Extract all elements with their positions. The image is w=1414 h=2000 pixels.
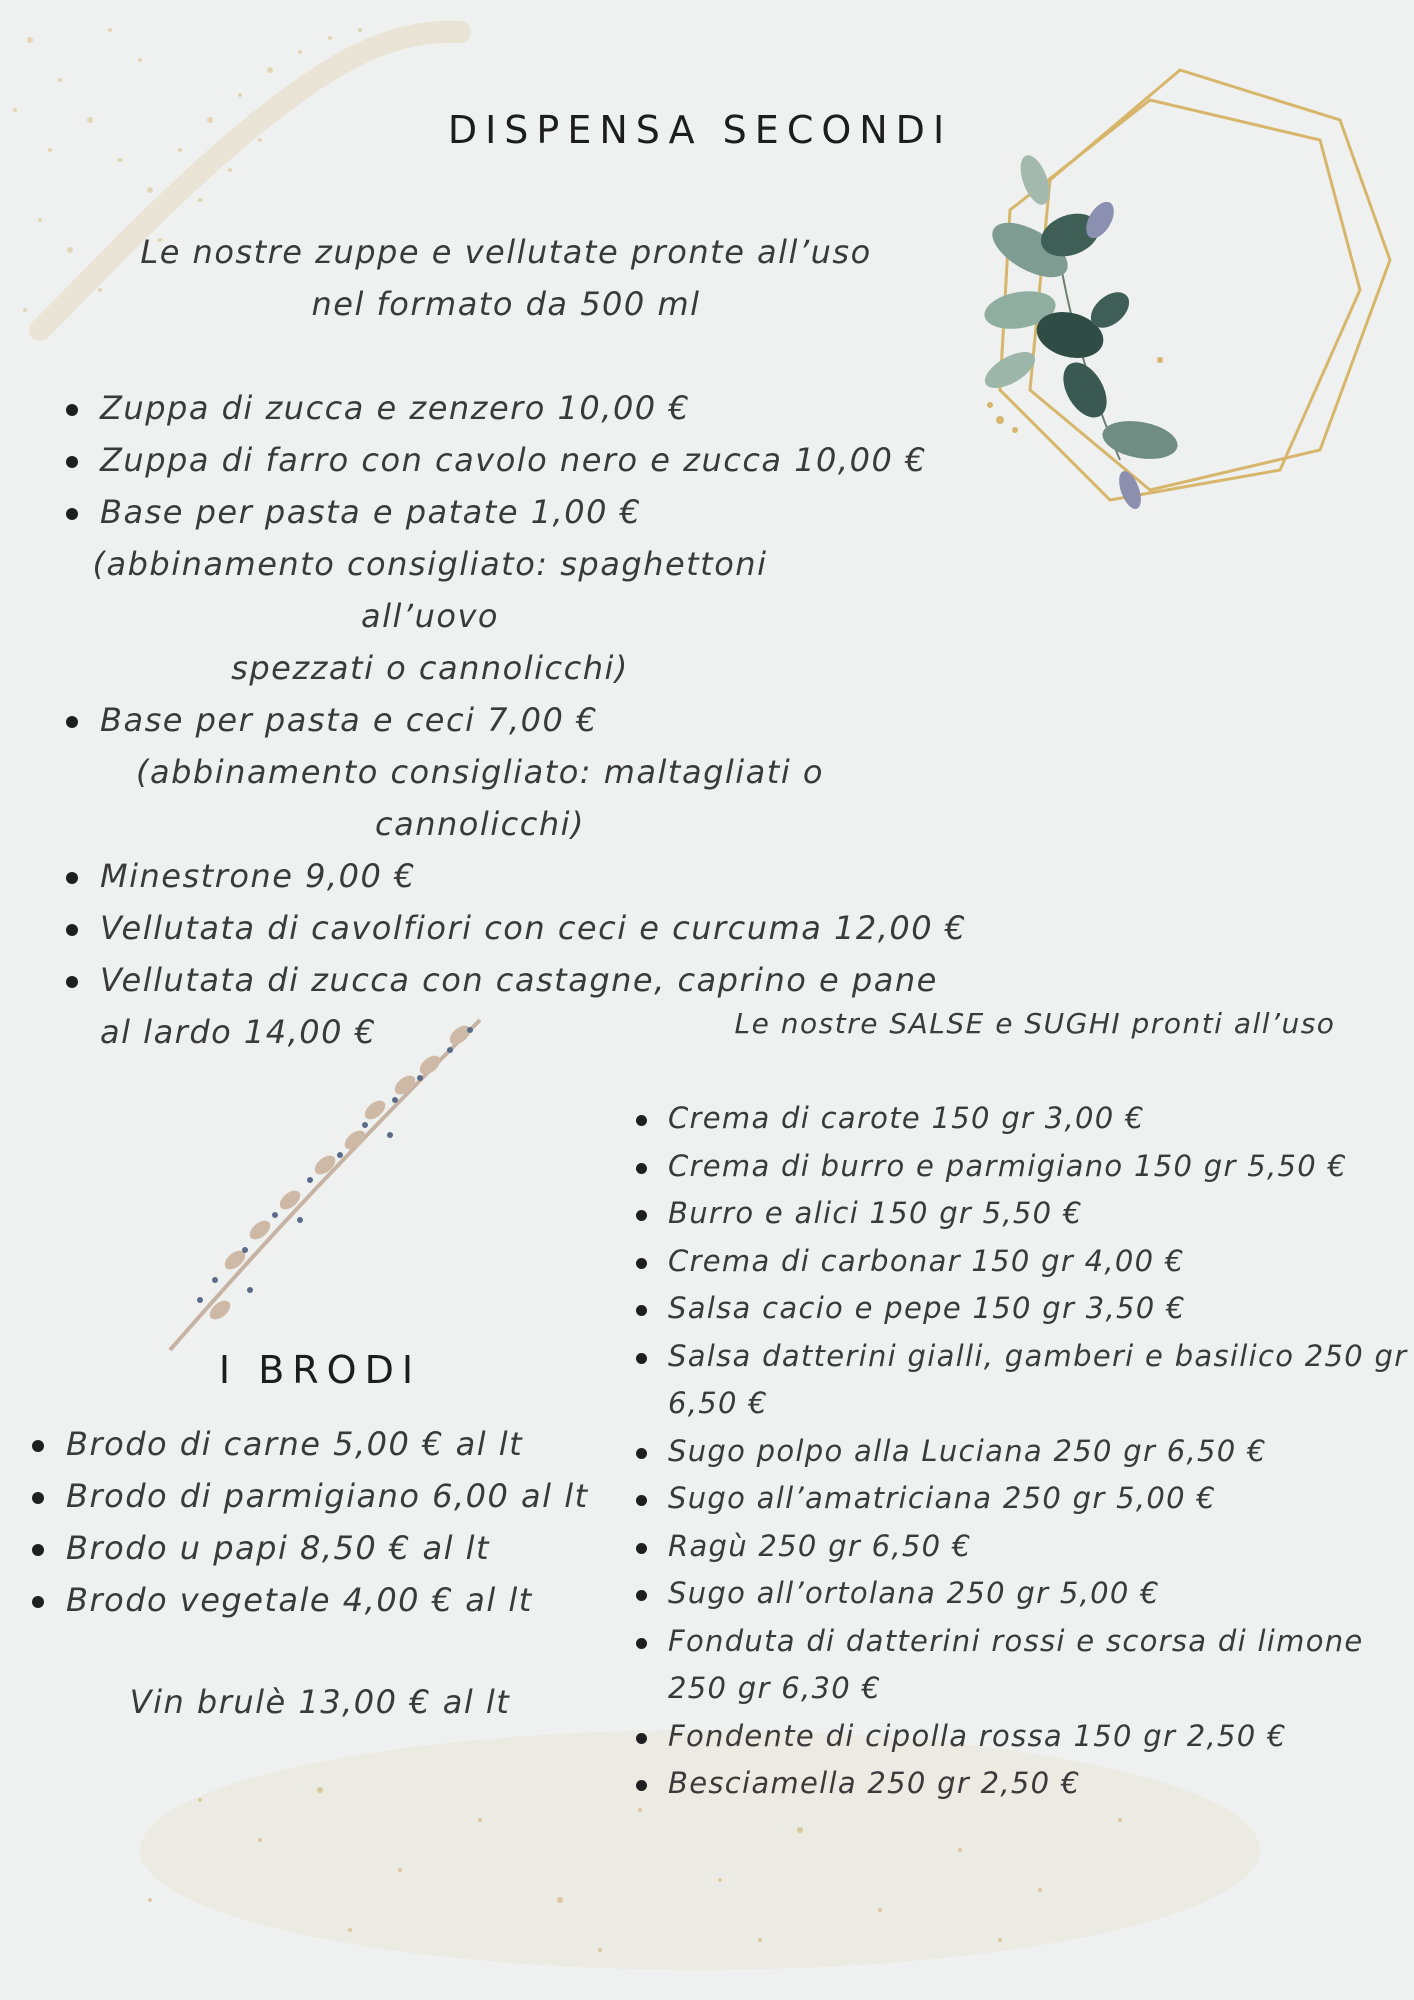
bullet-icon [636,1780,647,1791]
bullet-icon [66,716,78,728]
bullet-icon [636,1210,647,1221]
list-item: Besciamella 250 gr 2,50 € [668,1760,1408,1808]
list-item: Base per pasta e ceci 7,00 € (abbinamento consigliato: maltagliati o cannolicchi) [100,694,1000,850]
list-item: Brodo di parmigiano 6,00 al lt [66,1470,666,1522]
bullet-icon [636,1163,647,1174]
list-item: Zuppa di zucca e zenzero 10,00 € [100,382,1000,434]
list-item: Brodo di carne 5,00 € al lt [66,1418,666,1470]
sauces-list [668,1095,1408,1808]
list-item: Brodo vegetale 4,00 € al lt [66,1574,666,1626]
bullet-icon [66,456,78,468]
bullet-icon [32,1492,44,1504]
list-item: Salsa cacio e pepe 150 gr 3,50 € [668,1285,1408,1333]
list-item: Base per pasta e patate 1,00 € (abbinamento consigliato: spaghettoni all’uovo spezzati o cannolicchi) [100,486,1000,694]
bullet-icon [32,1596,44,1608]
list-item: Minestrone 9,00 € [100,850,1000,902]
list-item: Ragù 250 gr 6,50 € [668,1523,1408,1571]
soups-intro-line1: Le nostre zuppe e vellutate pronte all’uso [140,233,872,271]
bullet-icon [66,976,78,988]
vin-brule-item: Vin brulè 13,00 € al lt [129,1683,511,1721]
list-item: Fondente di cipolla rossa 150 gr 2,50 € [668,1713,1408,1761]
list-item: Crema di burro e parmigiano 150 gr 5,50 € [668,1143,1408,1191]
bullet-icon [66,508,78,520]
soups-list [92,382,1000,1058]
list-item: Sugo all’amatriciana 250 gr 5,00 € [668,1475,1408,1523]
pairing-note: (abbinamento consigliato: spaghettoni all’uovo spezzati o cannolicchi) [92,545,768,687]
list-item: Vellutata di zucca con castagne, caprino e pane al lardo 14,00 € [100,954,1000,1058]
list-item: Sugo polpo alla Luciana 250 gr 6,50 € [668,1428,1408,1476]
bullet-icon [636,1115,647,1126]
list-item: Salsa datterini gialli, gamberi e basilico 250 gr 6,50 € [668,1333,1408,1428]
list-item: Zuppa di farro con cavolo nero e zucca 10,00 € [100,434,1000,486]
list-item: Crema di carbonar 150 gr 4,00 € [668,1238,1408,1286]
page-title: DISPENSA SECONDI [447,108,953,152]
bullet-icon [66,924,78,936]
list-item: Vellutata di cavolfiori con ceci e curcuma 12,00 € [100,902,1000,954]
list-item: Fonduta di datterini rossi e scorsa di limone 250 gr 6,30 € [668,1618,1408,1713]
sauces-heading: Le nostre SALSE e SUGHI pronti all’uso [734,1007,1336,1040]
bullet-icon [636,1258,647,1269]
pairing-note: (abbinamento consigliato: maltagliati o cannolicchi) [136,753,824,843]
bullet-icon [636,1733,647,1744]
bullet-icon [66,404,78,416]
list-item: Crema di carote 150 gr 3,00 € [668,1095,1408,1143]
bullet-icon [636,1305,647,1316]
list-item: Burro e alici 150 gr 5,50 € [668,1190,1408,1238]
bullet-icon [32,1544,44,1556]
bullet-icon [32,1440,44,1452]
list-item: Brodo u papi 8,50 € al lt [66,1522,666,1574]
bullet-icon [66,872,78,884]
list-item: Sugo all’ortolana 250 gr 5,00 € [668,1570,1408,1618]
bullet-icon [636,1353,647,1364]
brodi-list [66,1418,666,1626]
lavender-sprig-decoration [160,1010,500,1360]
soups-intro [100,226,912,330]
soups-intro-line2: nel formato da 500 ml [311,285,701,323]
brodi-heading: I BRODI [218,1348,422,1392]
bullet-icon [636,1638,647,1649]
